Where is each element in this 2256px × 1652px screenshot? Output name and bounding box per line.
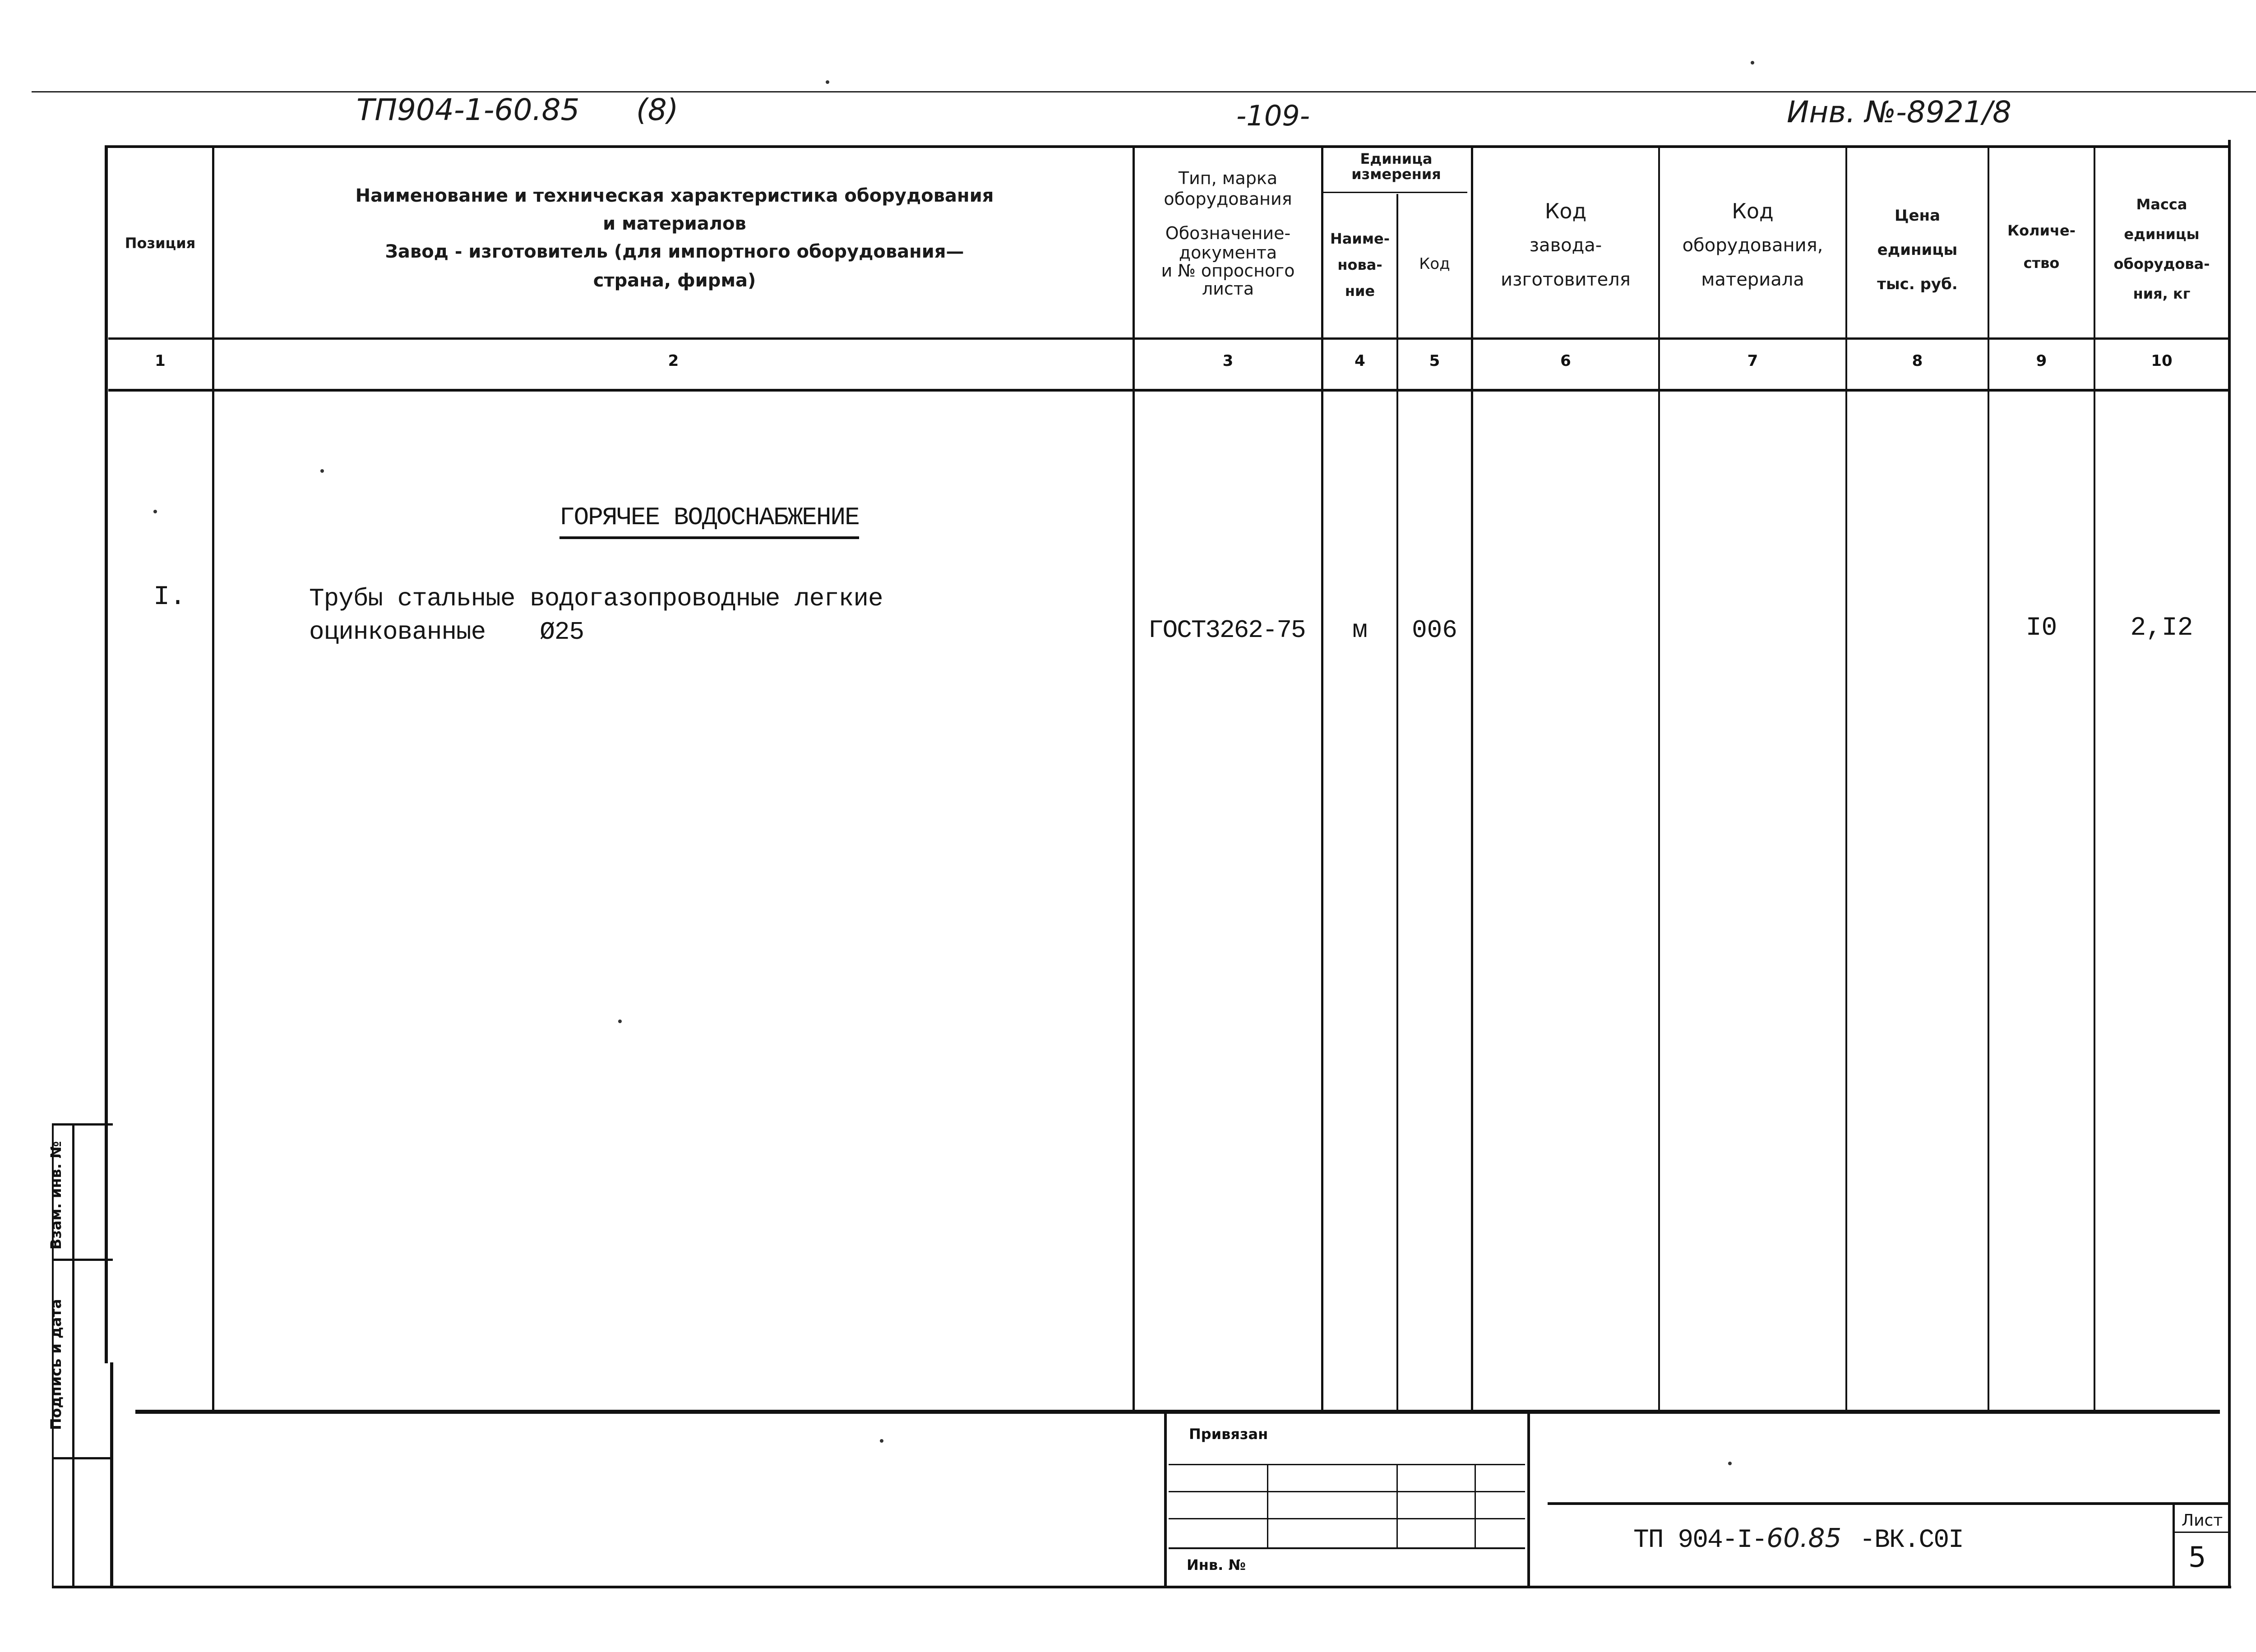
section-title-text: ГОРЯЧЕЕ ВОДОСНАБЖЕНИЕ — [559, 503, 859, 532]
attached-label: Привязан — [1189, 1426, 1268, 1443]
row-standard: ГОСТ3262-75 — [1148, 616, 1305, 645]
designation-handwritten: 60.85 — [1766, 1523, 1842, 1553]
scan-speck — [826, 80, 829, 84]
header-name-line2: и материалов — [603, 213, 746, 234]
inventory-number: Инв. №-8921/8 — [1787, 95, 2012, 129]
section-title — [559, 503, 859, 539]
header-name-line3: Завод - изготовитель (для импортного оборудования— — [385, 241, 964, 262]
sheet-variant: (8) — [636, 92, 679, 127]
inventory-no-label: Инв. № — [1187, 1556, 1246, 1574]
page-number: -109- — [1236, 99, 1310, 132]
column-number-10: 10 — [2151, 352, 2173, 370]
row-unit: м — [1352, 616, 1368, 645]
column-number-1: 1 — [155, 352, 166, 370]
header-name — [217, 180, 1133, 293]
designation-suffix: -ВК.С0I — [1859, 1526, 1963, 1555]
header-name-line4: страна, фирма) — [593, 270, 756, 291]
top-rule — [32, 91, 2256, 92]
header-position: Позиция — [125, 235, 196, 252]
header-type-line6: листа — [1202, 279, 1254, 299]
header-equipment-code — [1660, 194, 1845, 297]
header-mass — [2095, 189, 2228, 309]
header-unit-name — [1323, 226, 1396, 304]
column-number-5: 5 — [1429, 352, 1440, 370]
doc-code: ТП904-1-60.85 — [356, 92, 580, 127]
column-number-8: 8 — [1912, 352, 1923, 370]
scan-speck — [1728, 1462, 1732, 1465]
header-plant-code-line3: изготовителя — [1501, 269, 1631, 290]
header-mass-line3: оборудова- — [2113, 255, 2210, 272]
scan-speck — [153, 510, 157, 513]
row-position: I. — [153, 582, 186, 613]
header-mass-line4: ния, кг — [2133, 285, 2191, 302]
header-unit-name-line1: Наиме- — [1330, 230, 1390, 247]
header-unit-line2: измерения — [1351, 166, 1441, 183]
header-quantity — [1989, 214, 2094, 279]
header-plant-code — [1473, 194, 1658, 297]
replaced-inventory-label: Взам. инв. № — [47, 1141, 65, 1250]
column-number-6: 6 — [1560, 352, 1571, 370]
signature-date-label: Подпись и дата — [47, 1299, 65, 1430]
header-plant-code-line1: Код — [1544, 199, 1587, 223]
header-type-line5: и № опросного — [1161, 261, 1295, 281]
header-price-line1: Цена — [1894, 207, 1941, 225]
header-type-line4: документа — [1179, 243, 1277, 263]
row-name-line2 — [309, 615, 883, 649]
sheet-number: 5 — [2188, 1541, 2206, 1574]
header-unit-group — [1323, 151, 1470, 182]
header-equipment-code-line2: оборудования, — [1682, 235, 1823, 256]
header-quantity-line1: Количе- — [2007, 222, 2076, 239]
header-quantity-line2: ство — [2023, 254, 2060, 272]
header-name-line1: Наименование и техническая характеристика оборудования — [355, 185, 994, 206]
designation-prefix: ТП 904-I- — [1633, 1526, 1767, 1555]
row-quantity: I0 — [2025, 614, 2057, 643]
scan-speck — [618, 1020, 622, 1023]
header-type-line1: Тип, марка — [1178, 168, 1278, 188]
row-name-line1: Трубы стальные водогазопроводные легкие — [309, 584, 883, 613]
column-number-4: 4 — [1355, 352, 1365, 370]
column-number-3: 3 — [1222, 352, 1234, 370]
header-unit-code: Код — [1419, 255, 1450, 273]
designation — [1633, 1523, 1963, 1555]
header-equipment-code-line1: Код — [1732, 199, 1774, 223]
scan-speck — [880, 1439, 883, 1443]
header-price-line2: единицы — [1877, 241, 1958, 259]
row-name — [309, 582, 883, 649]
row-unit-code: 006 — [1412, 616, 1457, 645]
row-diameter: Ø25 — [540, 618, 584, 646]
header-price — [1847, 198, 1988, 301]
header-unit-name-line2: нова- — [1337, 256, 1382, 273]
header-plant-code-line2: завода- — [1529, 235, 1602, 256]
column-number-2: 2 — [668, 352, 679, 370]
row-name-line2-text: оцинкованные — [309, 618, 486, 646]
header-unit-line1: Единица — [1360, 150, 1433, 167]
header-type-line3: Обозначение- — [1165, 223, 1291, 243]
header-mass-line2: единицы — [2124, 226, 2200, 243]
header-type — [1135, 168, 1321, 298]
header-mass-line1: Масса — [2136, 196, 2187, 213]
scan-speck — [320, 469, 324, 473]
column-number-7: 7 — [1747, 352, 1758, 370]
sheet-label: Лист — [2182, 1511, 2223, 1530]
header-type-line2: оборудования — [1164, 189, 1292, 209]
column-number-9: 9 — [2036, 352, 2047, 370]
header-unit-name-line3: ние — [1345, 282, 1375, 300]
header-equipment-code-line3: материала — [1701, 269, 1804, 290]
scan-speck — [1751, 61, 1754, 65]
row-mass: 2,I2 — [2130, 614, 2193, 643]
header-price-line3: тыс. руб. — [1877, 275, 1958, 293]
